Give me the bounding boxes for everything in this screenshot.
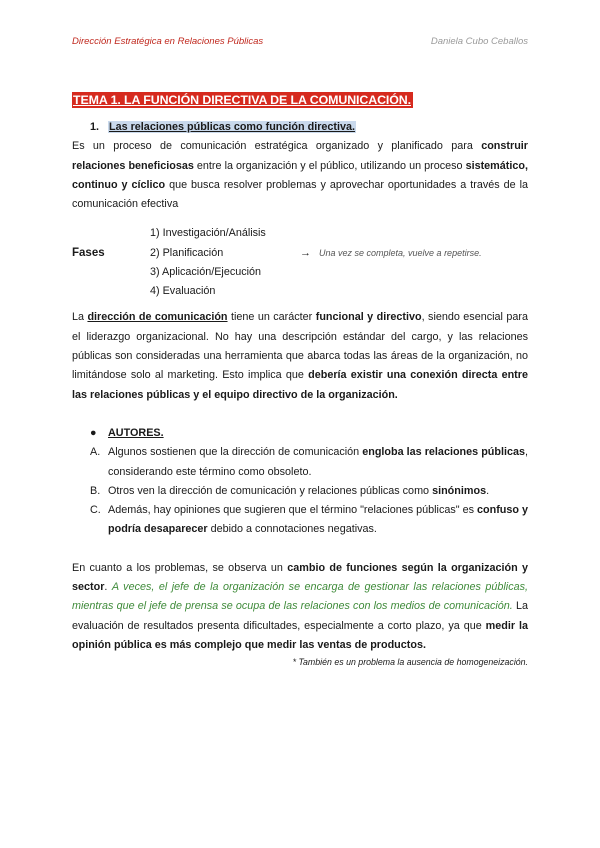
header-author: Daniela Cubo Ceballos [430, 36, 528, 47]
bullet-icon: ● [90, 426, 97, 439]
text-run: , siendo esencial para el liderazgo organizacional. No hay una descripción estándar del cargo, y las relaciones públicas son consideradas una herramienta que abarca todas las áreas de la organización, no limitándose solo al marketing. Esto implica que [72, 311, 528, 382]
authors-section [72, 424, 528, 540]
phases-block [72, 224, 528, 302]
text-run: tiene un carácter [227, 311, 316, 324]
authors-heading [90, 424, 528, 443]
phases-note [300, 244, 482, 263]
text-run: Algunos sostienen que la dirección de comunicación [108, 446, 363, 459]
phase-item: 1) Investigación/Análisis [150, 227, 266, 240]
section-heading [90, 118, 528, 137]
bold-run: debería existir una conexión directa entre las relaciones públicas y el equipo directivo de la organización. [72, 369, 528, 401]
footnote: * También es un problema la ausencia de homogeneización. [292, 657, 528, 668]
bold-underline-run: dirección de comunicación [87, 311, 228, 324]
item-letter: B. [90, 484, 101, 497]
bold-run: construir relaciones beneficiosas [72, 140, 528, 172]
phases-list [150, 224, 266, 301]
text-run: . [486, 484, 490, 497]
problems-paragraph [72, 559, 528, 655]
phase-item: 4) Evaluación [150, 285, 216, 298]
bold-run: confuso y podría desaparecer [108, 504, 528, 536]
chapter-title: TEMA 1. LA FUNCIÓN DIRECTIVA DE LA COMUNICACIÓN. [73, 93, 411, 107]
item-letter: C. [90, 504, 101, 517]
item-letter: A. [90, 446, 101, 459]
header-document-title: Dirección Estratégica en Relaciones Públicas [72, 36, 264, 47]
bold-run: sinónimos [432, 484, 487, 497]
right-arrow-icon: → [300, 247, 311, 260]
author-item-a [72, 443, 528, 482]
document-body [72, 92, 528, 668]
text-run: entre la organización y el público, utilizando un proceso [193, 159, 466, 172]
phase-item: 3) Aplicación/Ejecución [150, 266, 262, 279]
author-item-c [72, 501, 528, 540]
text-run: Además, hay opiniones que sugieren que el término "relaciones públicas" es [108, 504, 477, 517]
phases-label: Fases [72, 247, 105, 260]
text-run: que busca resolver problemas y aprovechar oportunidades a través de la comunicación efectiva [72, 178, 528, 211]
phases-note-text: Una vez se completa, vuelve a repetirse. [319, 248, 482, 259]
section-heading-text: Las relaciones públicas como función directiva. [109, 121, 356, 133]
text-run: , considerando este término como obsoleto. [108, 446, 528, 478]
phase-item: 2) Planificación [150, 246, 224, 259]
text-run: La [72, 311, 88, 324]
intro-paragraph [72, 137, 528, 214]
text-run: Otros ven la dirección de comunicación y relaciones públicas como [108, 484, 433, 497]
bold-run: cambio de funciones según la organización y sector [72, 561, 528, 594]
text-run: . [104, 581, 112, 594]
text-run: Es un proceso de comunicación estratégica organizado y planificado para [72, 140, 482, 153]
text-run: La evaluación de resultados presenta dificultades, especialmente a corto plazo, ya que [72, 600, 528, 632]
author-item-b [72, 482, 528, 501]
green-italic-run: A veces, el jefe de la organización se encarga de gestionar las relaciones públicas, mientras que el jefe de prensa se ocupa de las relaciones con los medios de comunicación. [72, 581, 528, 613]
text-run: debido a connotaciones negativas. [207, 523, 377, 536]
bold-run: funcional y directivo [315, 311, 422, 324]
bold-run: medir la opinión pública es más complejo que medir las ventas de productos. [72, 619, 528, 651]
direction-paragraph [72, 308, 528, 404]
text-run: En cuanto a los problemas, se observa un [72, 561, 288, 574]
bold-run: engloba las relaciones públicas [362, 446, 525, 459]
bold-run: sistemático, continuo y cíclico [72, 159, 528, 191]
section-number: 1. [90, 121, 100, 133]
authors-heading-text: AUTORES. [108, 426, 164, 439]
